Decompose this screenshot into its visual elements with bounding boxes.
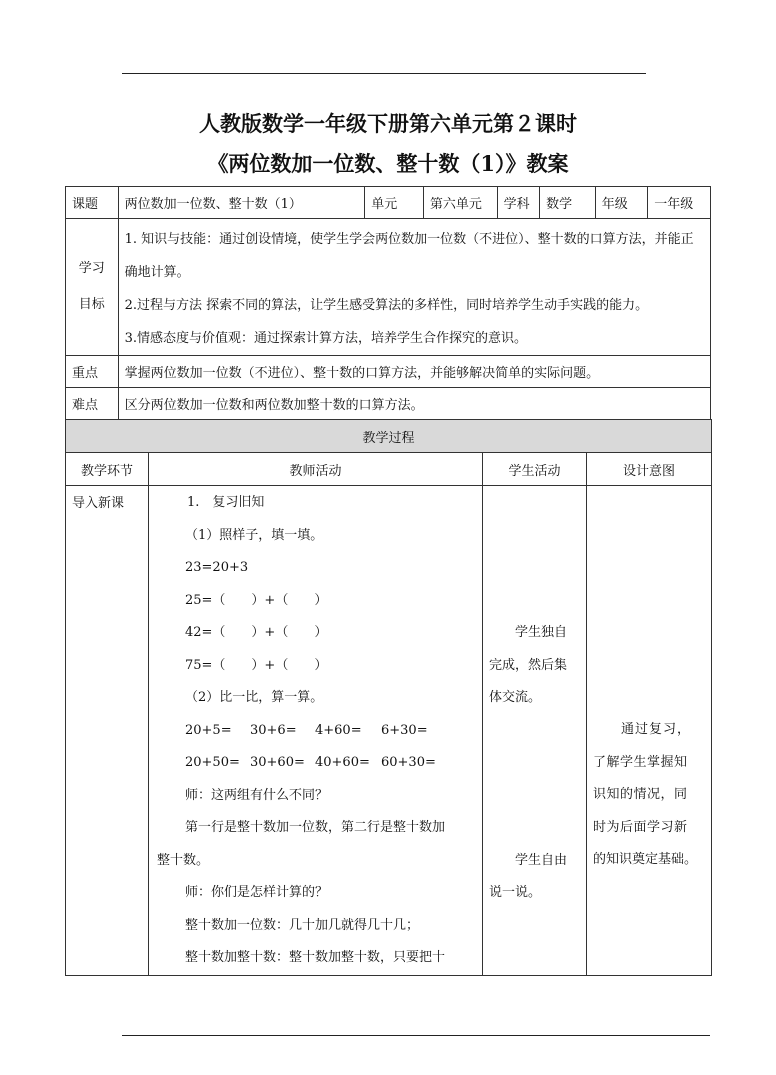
student-activity: 学生独自 完成，然后集 体交流。 学生自由 说一说。 — [483, 486, 587, 976]
teacher-line: 师：这两组有什么不同？ — [185, 787, 329, 803]
teacher-line: 23=20+3 — [185, 560, 249, 575]
col-design: 设计意图 — [587, 453, 712, 486]
subject-value: 数学 — [540, 187, 596, 219]
col-student: 学生活动 — [483, 453, 587, 486]
difficulty-label: 难点 — [66, 388, 119, 420]
key-value: 掌握两位数加一位数（不进位）、整十数的口算方法，并能够解决简单的实际问题。 — [118, 356, 710, 388]
goals-content — [118, 219, 710, 356]
col-teacher: 教师活动 — [149, 453, 483, 486]
teacher-line: （2）比一比，算一算。 — [185, 690, 324, 705]
teaching-process-table — [65, 419, 712, 976]
calc-row-2: 20+50= 30+60= 40+60= 60+30= — [185, 755, 436, 770]
stage-cell: 导入新课 — [66, 486, 149, 976]
difficulty-value: 区分两位数加一位数和两位数加整十数的口算方法。 — [118, 388, 710, 420]
teacher-activity — [149, 486, 483, 976]
col-stage: 教学环节 — [66, 453, 149, 486]
design-intent: 通过复习， 了解学生掌握知 识知的情况，同 时为后面学习新 的知识奠定基础。 — [587, 486, 712, 976]
teacher-line: 第一行是整十数加一位数，第二行是整十数加 — [185, 820, 446, 835]
page-title: 人教版数学一年级下册第六单元第２课时 — [199, 111, 577, 136]
teacher-line: 1. 复习旧知 — [187, 495, 265, 510]
header-rule — [122, 73, 646, 74]
lesson-value: 两位数加一位数、整十数（1） — [118, 187, 365, 219]
unit-value: 第六单元 — [423, 187, 497, 219]
teacher-line: 42=（ ）+（ ） — [185, 625, 328, 640]
teacher-line: 75=（ ）+（ ） — [185, 657, 328, 673]
teacher-line: 整十数加整十数：整十数加整十数，只要把十 — [185, 950, 446, 965]
grade-label: 年级 — [595, 187, 648, 219]
key-label: 重点 — [66, 356, 119, 388]
grade-value: 一年级 — [648, 187, 711, 219]
subject-label: 学科 — [497, 187, 539, 219]
teacher-line: 整十数加一位数：几十加几就得几十几； — [185, 917, 420, 933]
process-header: 教学过程 — [66, 420, 712, 453]
goals-label: 学习 目标 — [66, 219, 119, 356]
teacher-line: （1）照样子，填一填。 — [185, 527, 324, 543]
goal-process: 2.过程与方法 探索不同的算法，让学生感受算法的多样性，同时培养学生动手实践的能力。 — [124, 298, 649, 313]
unit-label: 单元 — [365, 187, 424, 219]
teacher-line: 整十数。 — [157, 852, 210, 868]
goal-attitude: 3.情感态度与价值观：通过探索计算方法，培养学生合作探究的意识。 — [124, 331, 527, 346]
footer-rule — [122, 1035, 710, 1036]
page-subtitle: 《两位数加一位数、整十数（1）》教案 — [207, 151, 569, 176]
lesson-info-table — [65, 186, 711, 420]
teacher-line: 25=（ ）+（ ） — [185, 592, 328, 608]
goal-knowledge: 1. 知识与技能：通过创设情境，使学生学会两位数加一位数（不进位）、整十数的口算方法，并能正确地计算。 — [124, 232, 694, 280]
calc-row-1: 20+5= 30+6= 4+60= 6+30= — [185, 722, 428, 738]
teacher-line: 师：你们是怎样计算的？ — [185, 885, 329, 900]
lesson-label: 课题 — [66, 187, 119, 219]
